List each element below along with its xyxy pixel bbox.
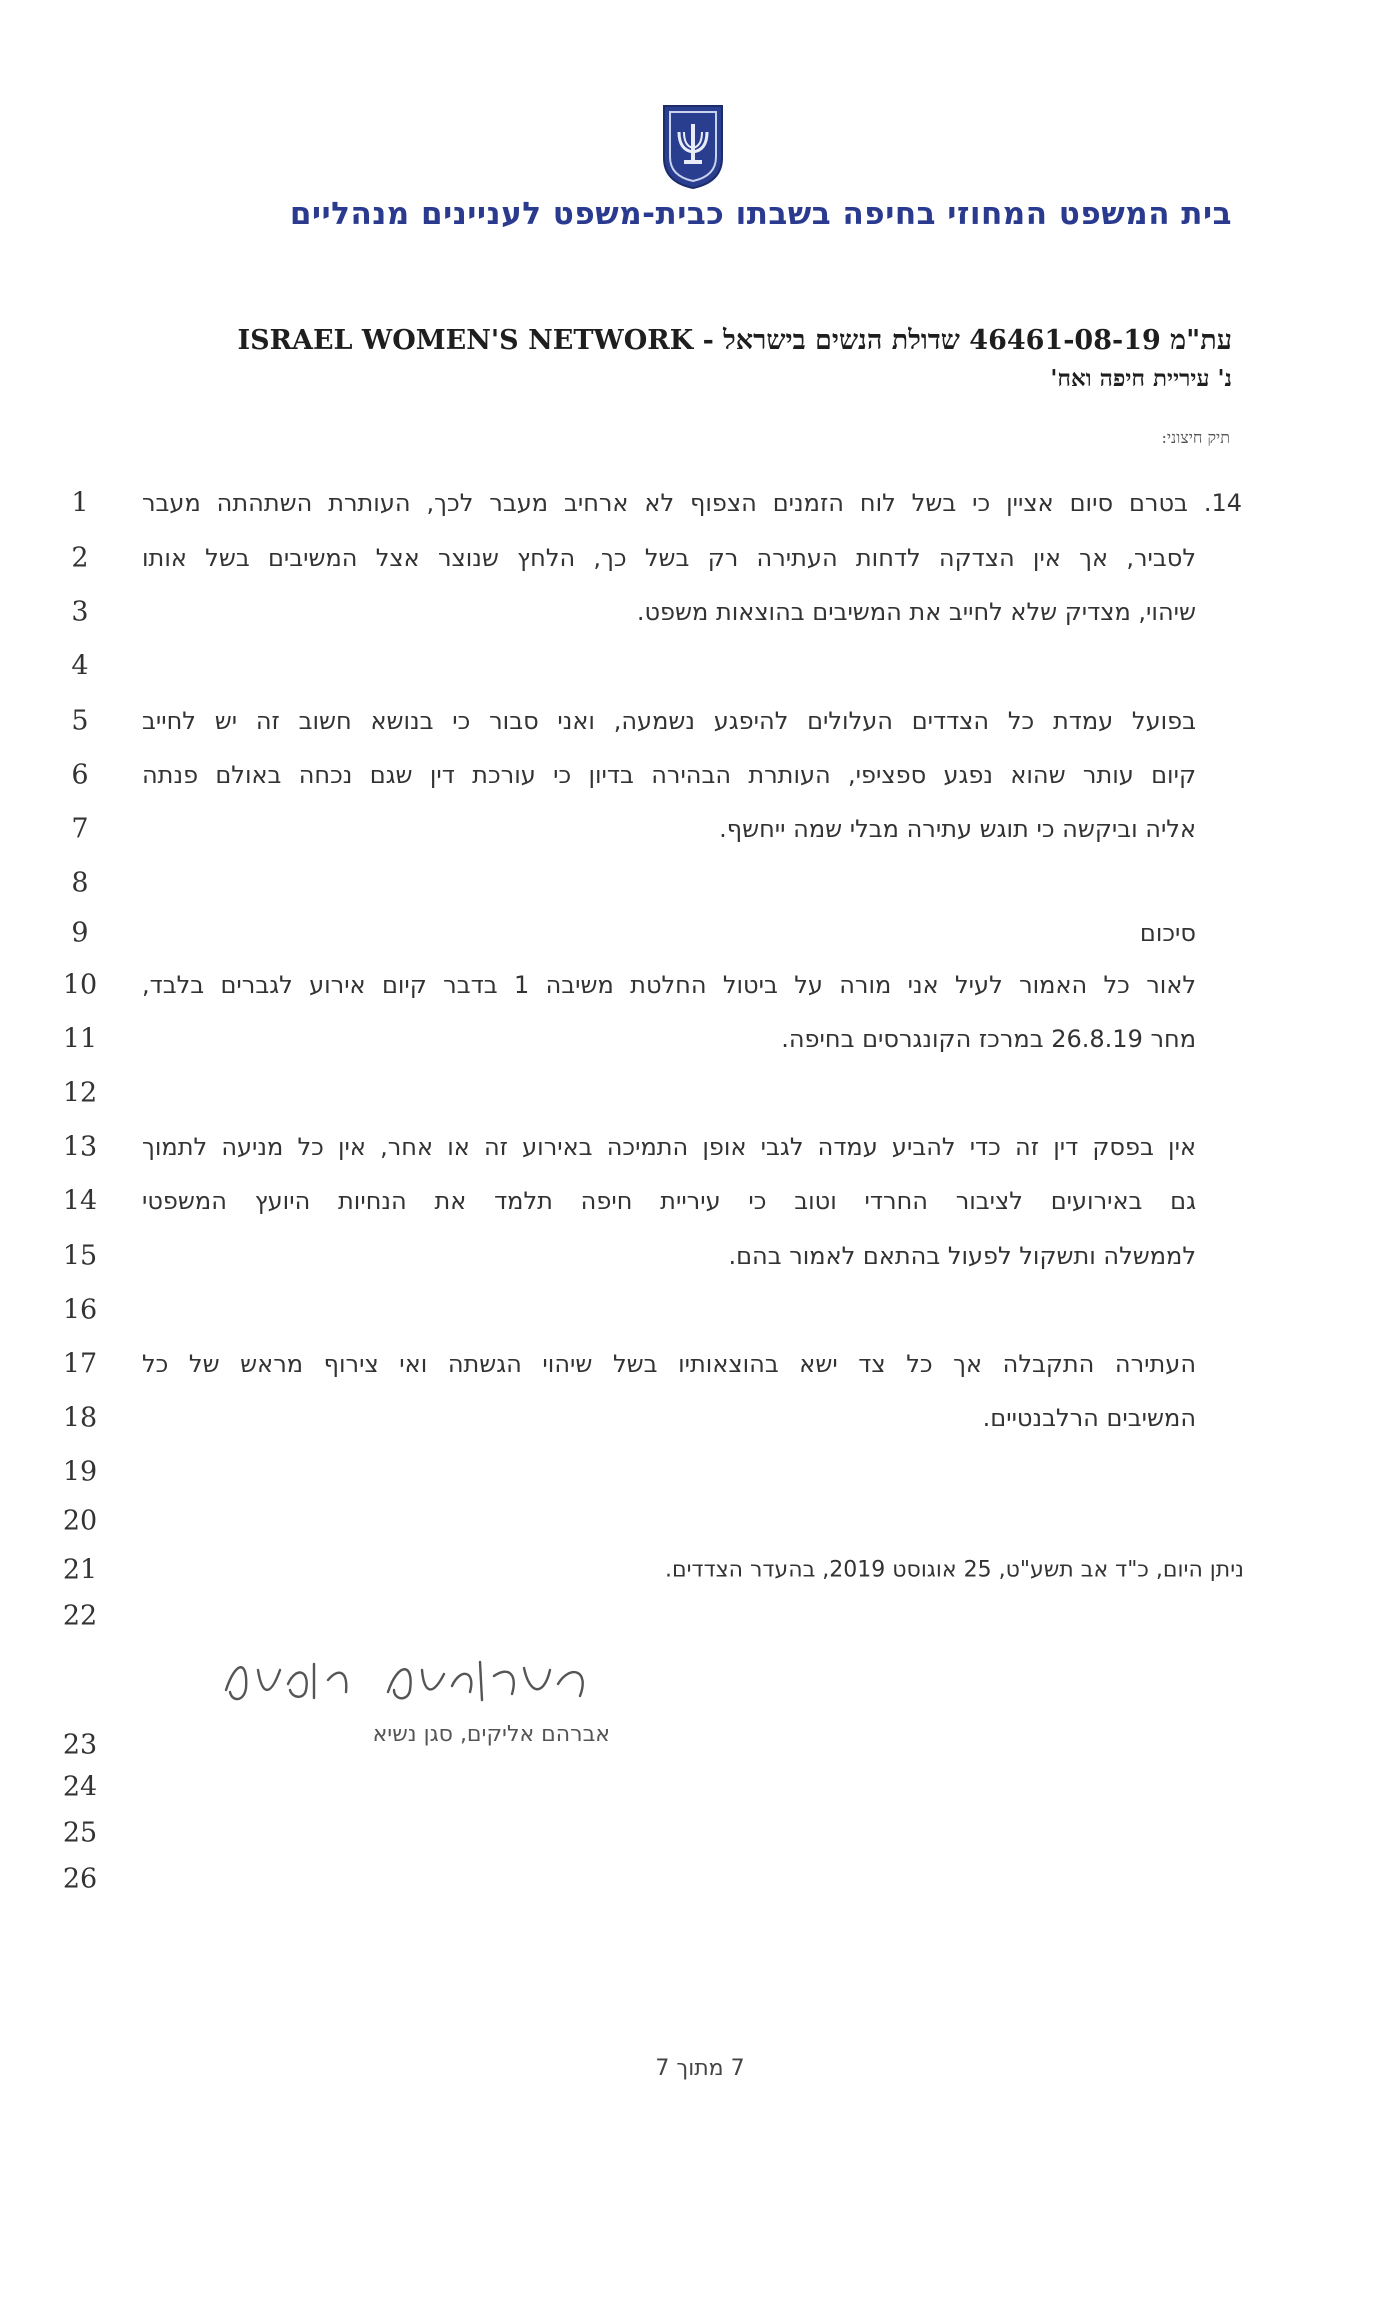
case-title: עת"מ 46461-08-19 שדולת הנשים בישראל - ISRAEL WOMEN'S NETWORK [237, 325, 1232, 356]
court-name-heading: בית המשפט המחוזי בחיפה בשבתו כבית-משפט לעניינים מנהליים [289, 196, 1232, 232]
state-emblem-icon [660, 102, 726, 190]
handwritten-signature [218, 1640, 608, 1720]
body-text-line: קיום עותר שהוא נפגע ספציפי, העותרת הבהירה בדיון כי עורכת דין שגם נכחה באולם פנתה [142, 761, 1196, 789]
body-text-line: לממשלה ותשקול לפעול בהתאם לאמור בהם. [728, 1242, 1196, 1270]
body-text-line: לאור כל האמור לעיל אני מורה על ביטול החלטת משיבה 1 בדבר קיום אירוע לגברים בלבד, [142, 971, 1197, 999]
page-number: 7 מתוך 7 [655, 2056, 745, 2081]
case-respondents: נ' עיריית חיפה ואח' [1050, 365, 1232, 392]
line-number: 18 [62, 1402, 98, 1434]
line-number: 15 [62, 1240, 98, 1272]
body-text-line: גם באירועים לציבור החרדי וטוב כי עיריית חיפה תלמד את הנחיות היועץ המשפטי [142, 1187, 1196, 1215]
body-text-line: העתירה התקבלה אך כל צד ישא בהוצאותיו בשל שיהוי הגשתה ואי צירוף מראש של כל [142, 1350, 1196, 1378]
body-text-line: שיהוי, מצדיק שלא לחייב את המשיבים בהוצאות משפט. [636, 598, 1196, 626]
signature-text: אברהם אליקים [218, 1640, 224, 1641]
line-number: 10 [62, 969, 98, 1001]
line-number: 4 [71, 650, 89, 682]
line-number: 22 [62, 1600, 98, 1632]
body-text-line: 14. בטרם סיום אציין כי בשל לוח הזמנים הצפוף לא ארחיב מעבר לכך, העותרת השתהתה מעבר [142, 489, 1242, 517]
line-number: 6 [71, 759, 89, 791]
body-text-line: אין בפסק דין זה כדי להביע עמדה לגבי אופן התמיכה באירוע זה או אחר, אין כל מניעה לתמוך [142, 1133, 1196, 1161]
line-number: 20 [62, 1505, 98, 1537]
line-number: 8 [71, 867, 89, 899]
line-number: 19 [62, 1456, 98, 1488]
given-date-line: ניתן היום, כ"ד אב תשע"ט, 25 אוגוסט 2019, בהעדר הצדדים. [665, 1557, 1244, 1583]
line-number: 21 [62, 1554, 98, 1586]
line-number: 25 [62, 1817, 98, 1849]
body-text-line: המשיבים הרלבנטיים. [982, 1404, 1196, 1432]
line-number: 13 [62, 1131, 98, 1163]
line-number: 26 [62, 1863, 98, 1895]
line-number: 3 [71, 596, 89, 628]
line-number: 14 [62, 1185, 98, 1217]
line-number: 17 [62, 1348, 98, 1380]
body-text-line: אליה וביקשה כי תוגש עתירה מבלי שמה ייחשף. [719, 815, 1196, 843]
line-number: 24 [62, 1771, 98, 1803]
signer-caption: אברהם אליקים, סגן נשיא [372, 1722, 610, 1747]
case-header [132, 322, 1232, 398]
line-number: 1 [71, 487, 89, 519]
body-text-line: מחר 26.8.19 במרכז הקונגרסים בחיפה. [781, 1025, 1196, 1053]
line-number: 2 [71, 542, 89, 574]
external-case-tag: תיק חיצוני: [1161, 428, 1230, 447]
line-number: 11 [62, 1023, 98, 1055]
line-number: 23 [62, 1729, 98, 1761]
line-number: 9 [71, 917, 89, 949]
line-number: 12 [62, 1077, 98, 1109]
line-number: 5 [71, 705, 89, 737]
line-number: 16 [62, 1294, 98, 1326]
body-text-line: לסביר, אך אין הצדקה לדחות העתירה רק בשל כך, הלחץ שנוצר אצל המשיבים בשל אותו [142, 544, 1196, 572]
body-text-line: בפועל עמדת כל הצדדים העלולים להיפגע נשמעה, ואני סבור כי בנושא חשוב זה יש לחייב [142, 707, 1196, 735]
line-number: 7 [71, 813, 89, 845]
summary-heading: סיכום [1139, 919, 1196, 947]
